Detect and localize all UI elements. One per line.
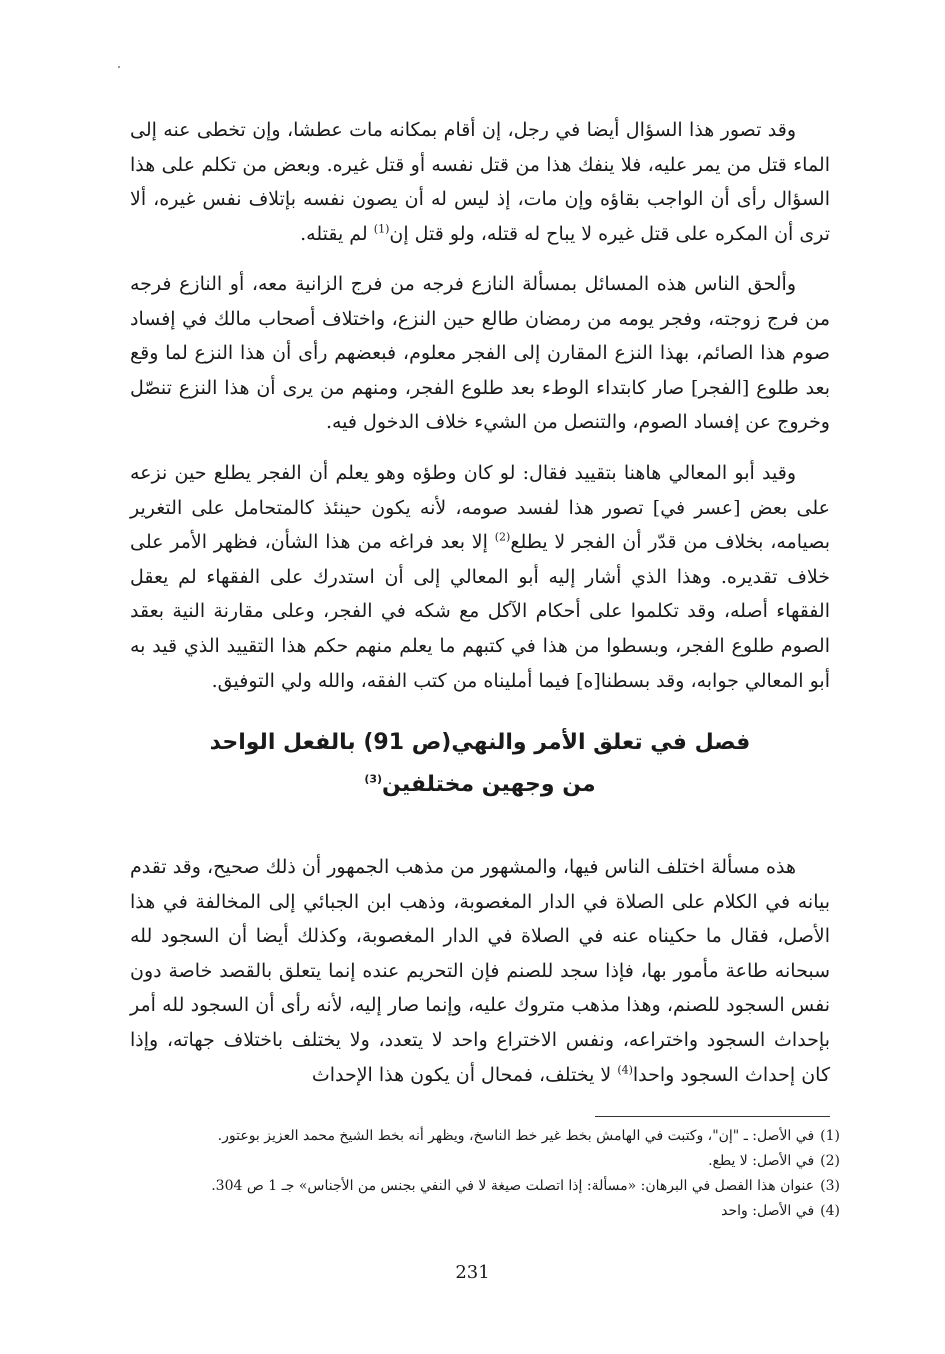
footnote-ref-3[interactable]: (3) [364,772,383,786]
footnote-3 [130,1174,840,1199]
paragraph-text: هذه مسألة اختلف الناس فيها، والمشهور من مذهب الجمهور أن ذلك صحيح، وقد تقدم بيانه في الكلام على الصلاة في الدار المغصوبة، وذهب ابن الجبائي إلى المخالفة في هذا الأصل، فقال ما حكيناه عنه في الصلاة في الدار المغصوبة، وكذلك أيضا أن السجود لله سبحانه طاعة مأمور بها، فإذا سجد للصنم فإن التحريم عنده إنما يتعلق بالقصد خاصة دون نفس السجود للصنم، وهذا مذهب متروك عليه، وإنما صار إليه، لأنه رأى أن السجود لله أمر بإحداث السجود واختراعه، ونفس الاختراع واحد لا يتعدد، ولا يختلف باختلاف جهاته، وإذا كان إحداث السجود واحدا [130,856,830,1086]
paragraph-text: وألحق الناس هذه المسائل بمسألة النازع فرجه من فرج الزانية معه، أو النازع فرجه من فرج زوجته، وفجر يومه من رمضان طالع حين النزع، واختلاف أصحاب مالك في إفساد صوم هذا الصائم، بهذا النزع المقارن إلى الفجر معلوم، فبعضهم رأى أن هذا النزع لما وقع بعد طلوع [الفجر] صار كابتداء الوطء بعد طلوع الفجر، ومنهم من يرى أن هذا النزع تنصّل وخروج عن إفساد الصوم، والتنصل من الشيء خلاف الدخول فيه. [130,273,830,434]
paragraph-text: لم يقتله. [300,222,368,245]
heading-text: فصل في تعلق الأمر والنهي [451,730,751,755]
body-paragraph-4 [130,850,830,1092]
footnote-number: (1) [820,1128,840,1144]
heading-page-ref: (ص 91) [363,730,452,755]
paragraph-text: إلا بعد فراغه من هذا الشأن، فظهر الأمر على خلاف تقديره. وهذا الذي أشار إليه أبو المعالي إلى أن استدرك على الفقهاء لم يعقل الفقهاء أصله، وقد تكلموا على أحكام الآكل مع شكه في الفجر، وعلى مقارنة النية بعقد الصوم طلوع الفجر، وبسطوا من هذا في كتبهم ما يعلم منهم حكم هذا التقييد الذي قيد به أبو المعالي جوابه، وقد بسطنا[ه] فيما أمليناه من كتب الفقه، والله ولي التوفيق. [130,531,830,692]
footnote-text: في الأصل: واحد [721,1203,815,1219]
footnote-number: (4) [820,1203,840,1219]
footnotes [130,1124,840,1224]
body-paragraph-2 [130,267,830,440]
paragraph-text: وقيد أبو المعالي هاهنا بتقييد فقال: لو كان وطؤه وهو يعلم أن الفجر يطلع حين نزعه على بعض [عسر في] تصور هذا لفسد صومه، لأنه يكون حينئذ كالمتحامل على التغرير بصيامه، بخلاف من قدّر أن الفجر لا يطلع [130,462,830,554]
footnote-number: (3) [820,1178,840,1194]
page-number: 231 [455,1262,490,1283]
section-heading-line-2 [130,766,830,804]
footnote-2 [130,1149,840,1174]
footnote-ref-4[interactable]: (4) [617,1063,633,1077]
heading-text: من وجهين مختلفين [382,772,596,797]
footnote-1 [130,1124,840,1149]
footnote-ref-2[interactable]: (2) [494,530,511,544]
paragraph-text: لا يختلف، فمحال أن يكون هذا الإحداث [311,1063,612,1086]
body-paragraph-3 [130,456,830,698]
footnote-ref-1[interactable]: (1) [373,222,390,236]
footnote-text: عنوان هذا الفصل في البرهان: «مسألة: إذا اتصلت صيغة لا في النفي بجنس من الأجناس» جـ 1 ص 304. [211,1178,815,1194]
footnote-text: في الأصل: لا يطع. [708,1153,815,1169]
footnote-4 [130,1199,840,1224]
paragraph-text: وقد تصور هذا السؤال أيضا في رجل، إن أقام بمكانه مات عطشا، وإن تخطى عنه إلى الماء قتل من يمر عليه، فلا ينفك هذا من قتل نفسه أو قتل غيره. وبعض من تكلم على هذا السؤال رأى أن الواجب بقاؤه وإن مات، إذ ليس له أن يصون نفسه بإتلاف نفس غيره، ألا ترى أن المكره على قتل غيره لا يباح له قتله، ولو قتل إن [130,119,830,245]
footnote-divider [595,1116,830,1117]
section-heading-line-1 [130,724,830,762]
scan-speck [118,66,120,68]
heading-text: بالفعل الواحد [209,730,356,755]
footnote-number: (2) [820,1153,840,1169]
body-paragraph-1 [130,113,830,251]
footnote-text: في الأصل: ـ "إن"، وكتبت في الهامش بخط غير خط الناسخ، ويظهر أنه بخط الشيخ محمد العزيز بوعتور. [217,1128,815,1144]
